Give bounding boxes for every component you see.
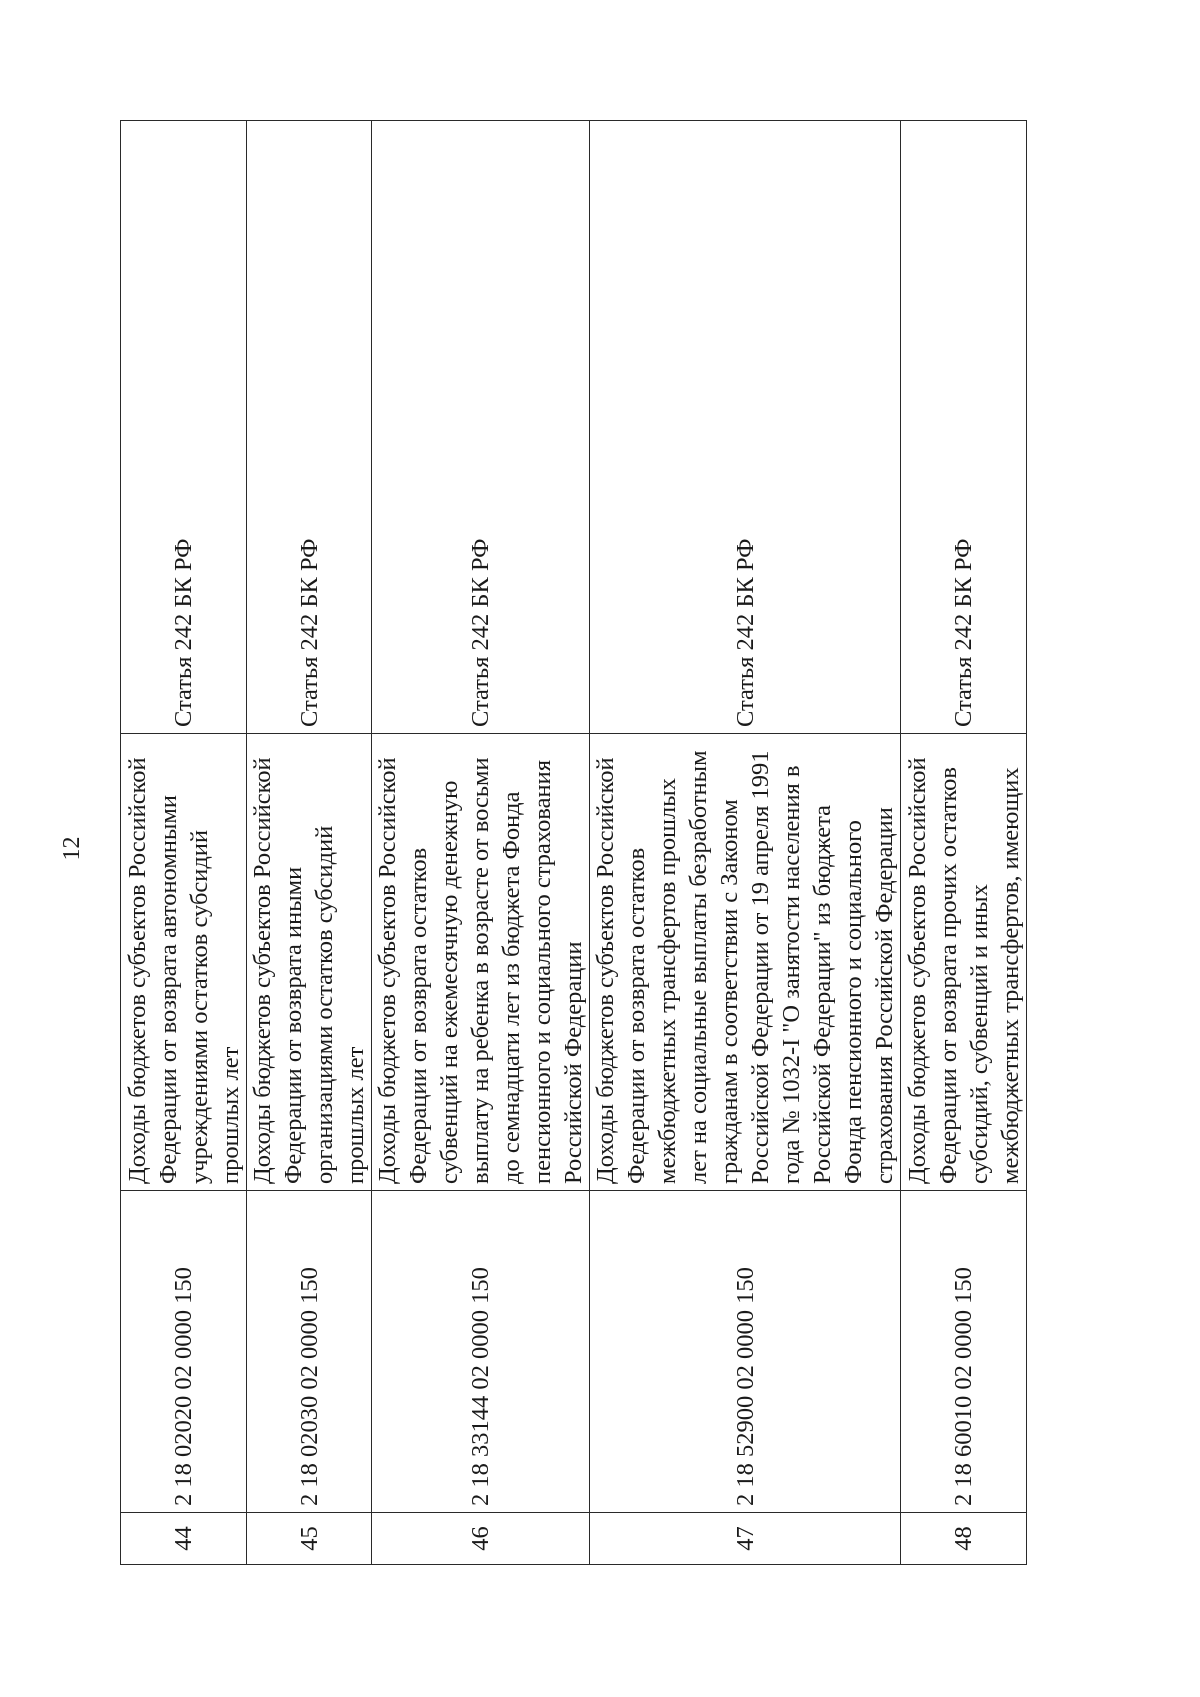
legal-basis: Статья 242 БК РФ [247, 121, 372, 734]
table-row [901, 121, 1027, 1565]
description-text: Доходы бюджетов субъектов Российской Федерации от возврата автономными учреждениями остатков субсидий прошлых лет [123, 757, 244, 1184]
income-description [372, 734, 590, 1191]
table-row [121, 121, 247, 1565]
legal-basis: Статья 242 БК РФ [372, 121, 590, 734]
page-number: 12 [59, 836, 85, 861]
row-number: 47 [590, 1513, 901, 1565]
income-description [901, 734, 1027, 1191]
description-text: Доходы бюджетов субъектов Российской Федерации от возврата остатков субвенций на ежемесячную денежную выплату на ребенка в возрасте от восьми до семнадцати лет из бюджета Фонда пенсионного и социального страхования Российской Федерации [374, 757, 587, 1184]
income-codes-table [120, 120, 1027, 1565]
income-code: 2 18 33144 02 0000 150 [372, 1191, 590, 1513]
income-code: 2 18 52900 02 0000 150 [590, 1191, 901, 1513]
income-code: 2 18 60010 02 0000 150 [901, 1191, 1027, 1513]
income-description [121, 734, 247, 1191]
table-row [247, 121, 372, 1565]
income-code: 2 18 02020 02 0000 150 [121, 1191, 247, 1513]
row-number: 45 [247, 1513, 372, 1565]
row-number: 46 [372, 1513, 590, 1565]
legal-basis: Статья 242 БК РФ [901, 121, 1027, 734]
description-text: Доходы бюджетов субъектов Российской Федерации от возврата иными организациями остатков субсидий прошлых лет [249, 757, 369, 1184]
legal-basis: Статья 242 БК РФ [590, 121, 901, 734]
row-number: 44 [121, 1513, 247, 1565]
table-row [590, 121, 901, 1565]
description-text: Доходы бюджетов субъектов Российской Федерации от возврата остатков межбюджетных трансфертов прошлых лет на социальные выплаты безработным гражданам в соответствии с Законом Российской Федерации от 19 апреля 1991 года № 1032-I "О занятости населения в Российской Федерации" из бюджета Фонда пенсионного и социального страхования Российской Федерации [592, 750, 898, 1184]
legal-basis: Статья 242 БК РФ [121, 121, 247, 734]
income-description [247, 734, 372, 1191]
description-text: Доходы бюджетов субъектов Российской Федерации от возврата прочих остатков субсидий, субвенций и иных межбюджетных трансфертов, имеющих [903, 757, 1024, 1184]
row-number: 48 [901, 1513, 1027, 1565]
income-code: 2 18 02030 02 0000 150 [247, 1191, 372, 1513]
table-row [372, 121, 590, 1565]
income-description [590, 734, 901, 1191]
